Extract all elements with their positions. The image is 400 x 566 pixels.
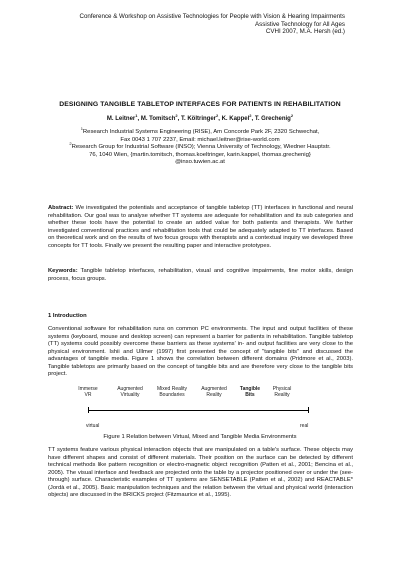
keywords (48, 268, 353, 283)
figure-axis-tick (308, 407, 309, 413)
figure-label-line: Bits (245, 392, 255, 398)
author-name: T. Grechenig (254, 116, 291, 122)
figure-label-line: Boundaries (159, 392, 185, 398)
figure-label-line: Reality (206, 392, 222, 398)
affil-mark: 2 (69, 141, 72, 147)
keywords-text: Tangible tabletop interfaces, rehabilitation, visual and cognitive impairments, fine motor skills, design process, focus groups. (48, 268, 353, 282)
abstract-label: Abstract: (48, 205, 74, 211)
affiliation-line (40, 141, 360, 152)
intro-paragraph-2: TT systems feature various physical interaction objects that are manipulated on a table's surface. These objects may have different shapes and consist of different materials. Their position on the surface can be detected by different technical methods like pattern recognition or electro-magnetic object recognition (Patten et al., 2001; Bencina et al., 2005). The visual interface and feedback are projected onto the table by a projector positioned over or under the (see-through) surface. Characteristic examples of TT systems are SENSETABLE (Patten et al., 2002) and REACTABLE* (Jordà et al., 2005). Basic manipulation techniques and the relation between the virtual and physical world (interaction objects) are discussed in the BRICKS project (Fitzmaurice et al., 1995). (48, 447, 353, 499)
author-affil-mark: 1 (135, 113, 138, 118)
affiliation-line: @inso.tuwien.ac.at (175, 159, 225, 165)
author-name: M. Leitner (106, 116, 136, 122)
author-name: M. Tomitsch (140, 116, 176, 122)
intro-paragraph-1: Conventional software for rehabilitation runs on common PC environments. The input and output facilities of these systems (keyboard, mouse and desktop screen) can represent a barrier for patients in rehabilitation. Tangible tabletop (TT) systems could possibly overcome these barriers as these systems' in- and output facilities are very close to the physical environment. Ishii and Ullmer (1997) first presented the concept of "tangible bits" and discussed the advantages of tangible media. Figure 1 shows the correlation between different domains (Pridmore et al., 2003). Tangible tabletops are primarily based on the concept of tangible bits and are therefore very close to the tangible bits project. (48, 326, 353, 378)
figure-label-line: Mixed Reality (156, 386, 187, 392)
affiliation-text: Research Group for Industrial Software (INSO); Vienna University of Technology, Wiedner Hauptstr. (71, 144, 331, 150)
figure-label-line: VR (84, 392, 92, 398)
figure-label-line: Virtuality (120, 392, 140, 398)
conference-line-1: Conference & Workshop on Assistive Technologies for People with Vision & Hearing Impairments (79, 13, 345, 20)
figure-caption: Figure 1 Relation between Virtual, Mixed and Tangible Media Environments (103, 434, 297, 440)
figure-label-line: Augmented (117, 386, 143, 392)
figure-axis (88, 410, 308, 411)
author-affil-mark: 2 (249, 113, 252, 118)
figure-axis-label-virtual: virtual (86, 423, 100, 429)
conference-header (45, 13, 345, 36)
figure-axis-tick (88, 407, 89, 413)
figure-label-augmented-virtuality (110, 386, 150, 398)
figure-label-line: Tangible (239, 386, 261, 392)
paper-title: DESIGNING TANGIBLE TABLETOP INTERFACES FOR PATIENTS IN REHABILITATION (59, 101, 341, 108)
affiliation-line (40, 126, 360, 137)
figure-label-line: Physical (272, 386, 292, 392)
keywords-label: Keywords: (48, 268, 78, 274)
affiliations (40, 126, 360, 167)
author-name: K. Kappel (221, 116, 250, 122)
figure-label-mixed-reality (152, 386, 192, 398)
abstract (48, 205, 353, 250)
figure-label-immerse-vr (68, 386, 108, 398)
conference-line-3: CVHI 2007, M.A. Hersh (ed.) (265, 28, 345, 36)
figure-label-physical-reality (262, 386, 302, 398)
figure-label-line: Immerse (78, 386, 98, 392)
affiliation-line: Fax 0043 1 707 2237, Email: michael.leitner@rise-world.com (120, 136, 280, 143)
author-list: M. Leitner$^1$, M. Tomitsch$^2$, T. Költringer$^2$, K. Kappel$^2$, T. Grechenig$^2$ (106, 113, 294, 122)
conference-line-2: Assistive Technology for All Ages (255, 20, 345, 28)
figure-label-line: Augmented (201, 386, 227, 392)
figure-axis-label-real: real (300, 423, 309, 429)
affiliation-text: Research Industrial Systems Engineering (RISE), Am Concorde Park 2F, 2320 Schwechat, (82, 129, 320, 135)
section-heading: 1 Introduction (48, 313, 87, 319)
abstract-text: We investigated the potentials and acceptance of tangible tabletop (TT) interfaces in functional and neural rehabilitation. Our goal was to analyse whether TT systems are adequate for rehabilitation and its sub categories and whether these tools have the potential to create an added value for both patients and therapists. We further investigated conventional practices and rehabilitation tools that could be adequately adapted to TT interfaces. Based on theoretical work and on the results of two focus groups with therapists and a contextual inquiry we developed three concepts for TT tools. Finally we present the resulting paper and interactive prototypes. (48, 205, 353, 249)
author-affil-mark: 2 (290, 113, 294, 118)
affil-mark: 1 (80, 126, 83, 132)
figure-label-augmented-reality (194, 386, 234, 398)
author-name: T. Költringer (180, 116, 216, 122)
author-affil-mark: 2 (175, 113, 178, 118)
figure-label-line: Reality (274, 392, 290, 398)
figure-1 (80, 386, 320, 432)
affiliation-line: 76, 1040 Wien, {martin.tomitsch, thomas.koeltringer, karin.kappel, thomas.grechenig} (89, 151, 311, 158)
author-affil-mark: 2 (216, 113, 219, 118)
